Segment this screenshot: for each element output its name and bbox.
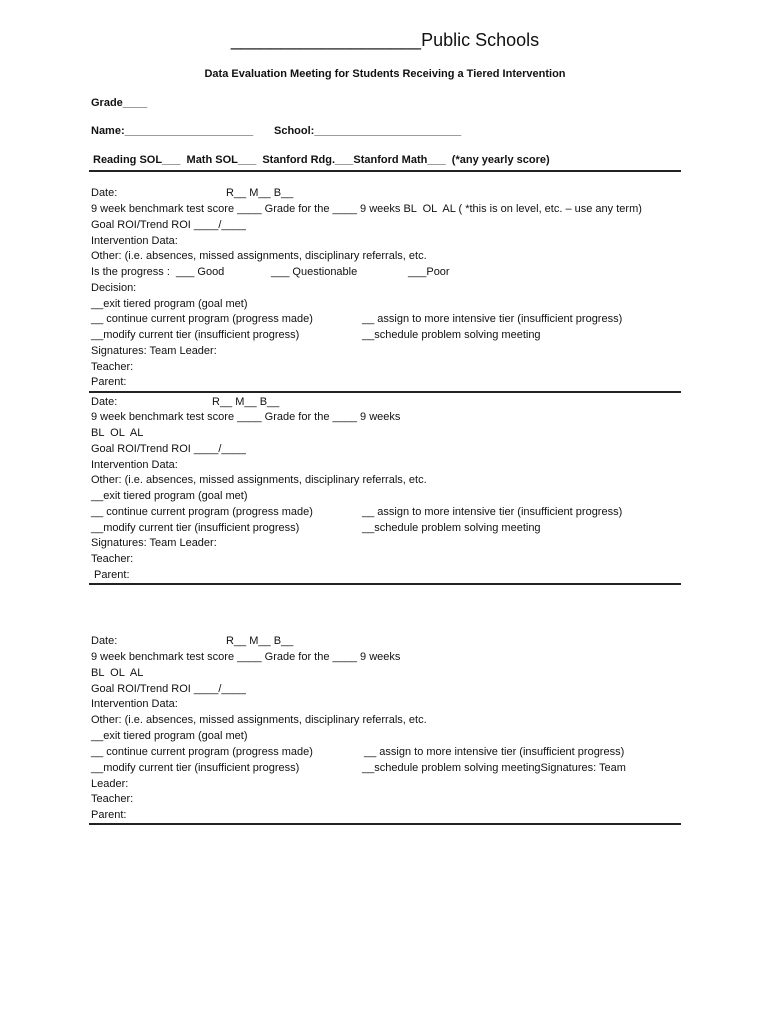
continue-program-option[interactable]: __ continue current program (progress made) bbox=[91, 506, 313, 518]
grade-field[interactable]: Grade____ bbox=[91, 97, 148, 109]
teacher-signature[interactable]: Teacher: bbox=[91, 553, 134, 565]
date-field[interactable]: Date: bbox=[91, 187, 118, 199]
school-field[interactable]: School:________________________ bbox=[274, 125, 462, 137]
intervention-data-label: Intervention Data: bbox=[91, 698, 178, 710]
progress-good-option[interactable]: Is the progress : ___ Good bbox=[91, 266, 225, 278]
rmb-field[interactable]: R__ M__ B__ bbox=[226, 635, 294, 647]
progress-questionable-option[interactable]: ___ Questionable bbox=[271, 266, 358, 278]
other-field[interactable]: Other: (i.e. absences, missed assignments, disciplinary referrals, etc. bbox=[91, 250, 427, 262]
other-field[interactable]: Other: (i.e. absences, missed assignments, disciplinary referrals, etc. bbox=[91, 474, 427, 486]
teacher-signature[interactable]: Teacher: bbox=[91, 361, 134, 373]
header-divider bbox=[89, 170, 681, 172]
parent-signature[interactable]: Parent: bbox=[91, 376, 127, 388]
goal-roi-field[interactable]: Goal ROI/Trend ROI ____/____ bbox=[91, 683, 246, 695]
rmb-field[interactable]: R__ M__ B__ bbox=[212, 396, 280, 408]
assign-tier-option[interactable]: __ assign to more intensive tier (insufficient progress) bbox=[364, 746, 625, 758]
continue-program-option[interactable]: __ continue current program (progress made) bbox=[91, 313, 313, 325]
schedule-meeting-option[interactable]: __schedule problem solving meeting bbox=[362, 522, 541, 534]
assign-tier-option[interactable]: __ assign to more intensive tier (insufficient progress) bbox=[362, 506, 623, 518]
modify-tier-option[interactable]: __modify current tier (insufficient progress) bbox=[91, 762, 300, 774]
other-field[interactable]: Other: (i.e. absences, missed assignments, disciplinary referrals, etc. bbox=[91, 714, 427, 726]
date-field[interactable]: Date: bbox=[91, 635, 118, 647]
date-field[interactable]: Date: bbox=[91, 396, 118, 408]
page-subtitle: Data Evaluation Meeting for Students Receiving a Tiered Intervention bbox=[204, 68, 566, 80]
continue-program-option[interactable]: __ continue current program (progress made) bbox=[91, 746, 313, 758]
modify-tier-option[interactable]: __modify current tier (insufficient progress) bbox=[91, 329, 300, 341]
goal-roi-field[interactable]: Goal ROI/Trend ROI ____/____ bbox=[91, 219, 246, 231]
scores-field[interactable]: Reading SOL___ Math SOL___ Stanford Rdg.___Stanford Math___ (*any yearly score) bbox=[93, 154, 550, 166]
goal-roi-field[interactable]: Goal ROI/Trend ROI ____/____ bbox=[91, 443, 246, 455]
name-field[interactable]: Name:_____________________ bbox=[91, 125, 254, 137]
team-leader-signature[interactable]: Signatures: Team Leader: bbox=[91, 345, 217, 357]
exit-program-option[interactable]: __exit tiered program (goal met) bbox=[91, 490, 248, 502]
parent-signature[interactable]: Parent: bbox=[91, 809, 127, 821]
schedule-meeting-option[interactable]: __schedule problem solving meetingSignatures: Team bbox=[362, 762, 626, 774]
section-divider bbox=[89, 583, 681, 585]
parent-signature[interactable]: Parent: bbox=[91, 569, 130, 581]
modify-tier-option[interactable]: __modify current tier (insufficient progress) bbox=[91, 522, 300, 534]
schedule-meeting-option[interactable]: __schedule problem solving meeting bbox=[362, 329, 541, 341]
section-divider bbox=[89, 391, 681, 393]
benchmark-field[interactable]: 9 week benchmark test score ____ Grade for the ____ 9 weeks bbox=[91, 651, 401, 663]
intervention-data-label: Intervention Data: bbox=[91, 459, 178, 471]
level-options[interactable]: BL OL AL bbox=[91, 427, 144, 439]
rmb-field[interactable]: R__ M__ B__ bbox=[226, 187, 294, 199]
intervention-data-label: Intervention Data: bbox=[91, 235, 178, 247]
benchmark-field[interactable]: 9 week benchmark test score ____ Grade for the ____ 9 weeks bbox=[91, 411, 401, 423]
teacher-signature[interactable]: Teacher: bbox=[91, 793, 134, 805]
exit-program-option[interactable]: __exit tiered program (goal met) bbox=[91, 730, 248, 742]
section-divider bbox=[89, 823, 681, 825]
exit-program-option[interactable]: __exit tiered program (goal met) bbox=[91, 298, 248, 310]
team-leader-signature[interactable]: Leader: bbox=[91, 778, 129, 790]
benchmark-field[interactable]: 9 week benchmark test score ____ Grade for the ____ 9 weeks BL OL AL ( *this is on level, etc. – use any term) bbox=[91, 203, 642, 215]
page-title: ___________________Public Schools bbox=[230, 30, 540, 50]
level-options[interactable]: BL OL AL bbox=[91, 667, 144, 679]
decision-label: Decision: bbox=[91, 282, 137, 294]
assign-tier-option[interactable]: __ assign to more intensive tier (insufficient progress) bbox=[362, 313, 623, 325]
team-leader-signature[interactable]: Signatures: Team Leader: bbox=[91, 537, 217, 549]
progress-poor-option[interactable]: ___Poor bbox=[408, 266, 450, 278]
